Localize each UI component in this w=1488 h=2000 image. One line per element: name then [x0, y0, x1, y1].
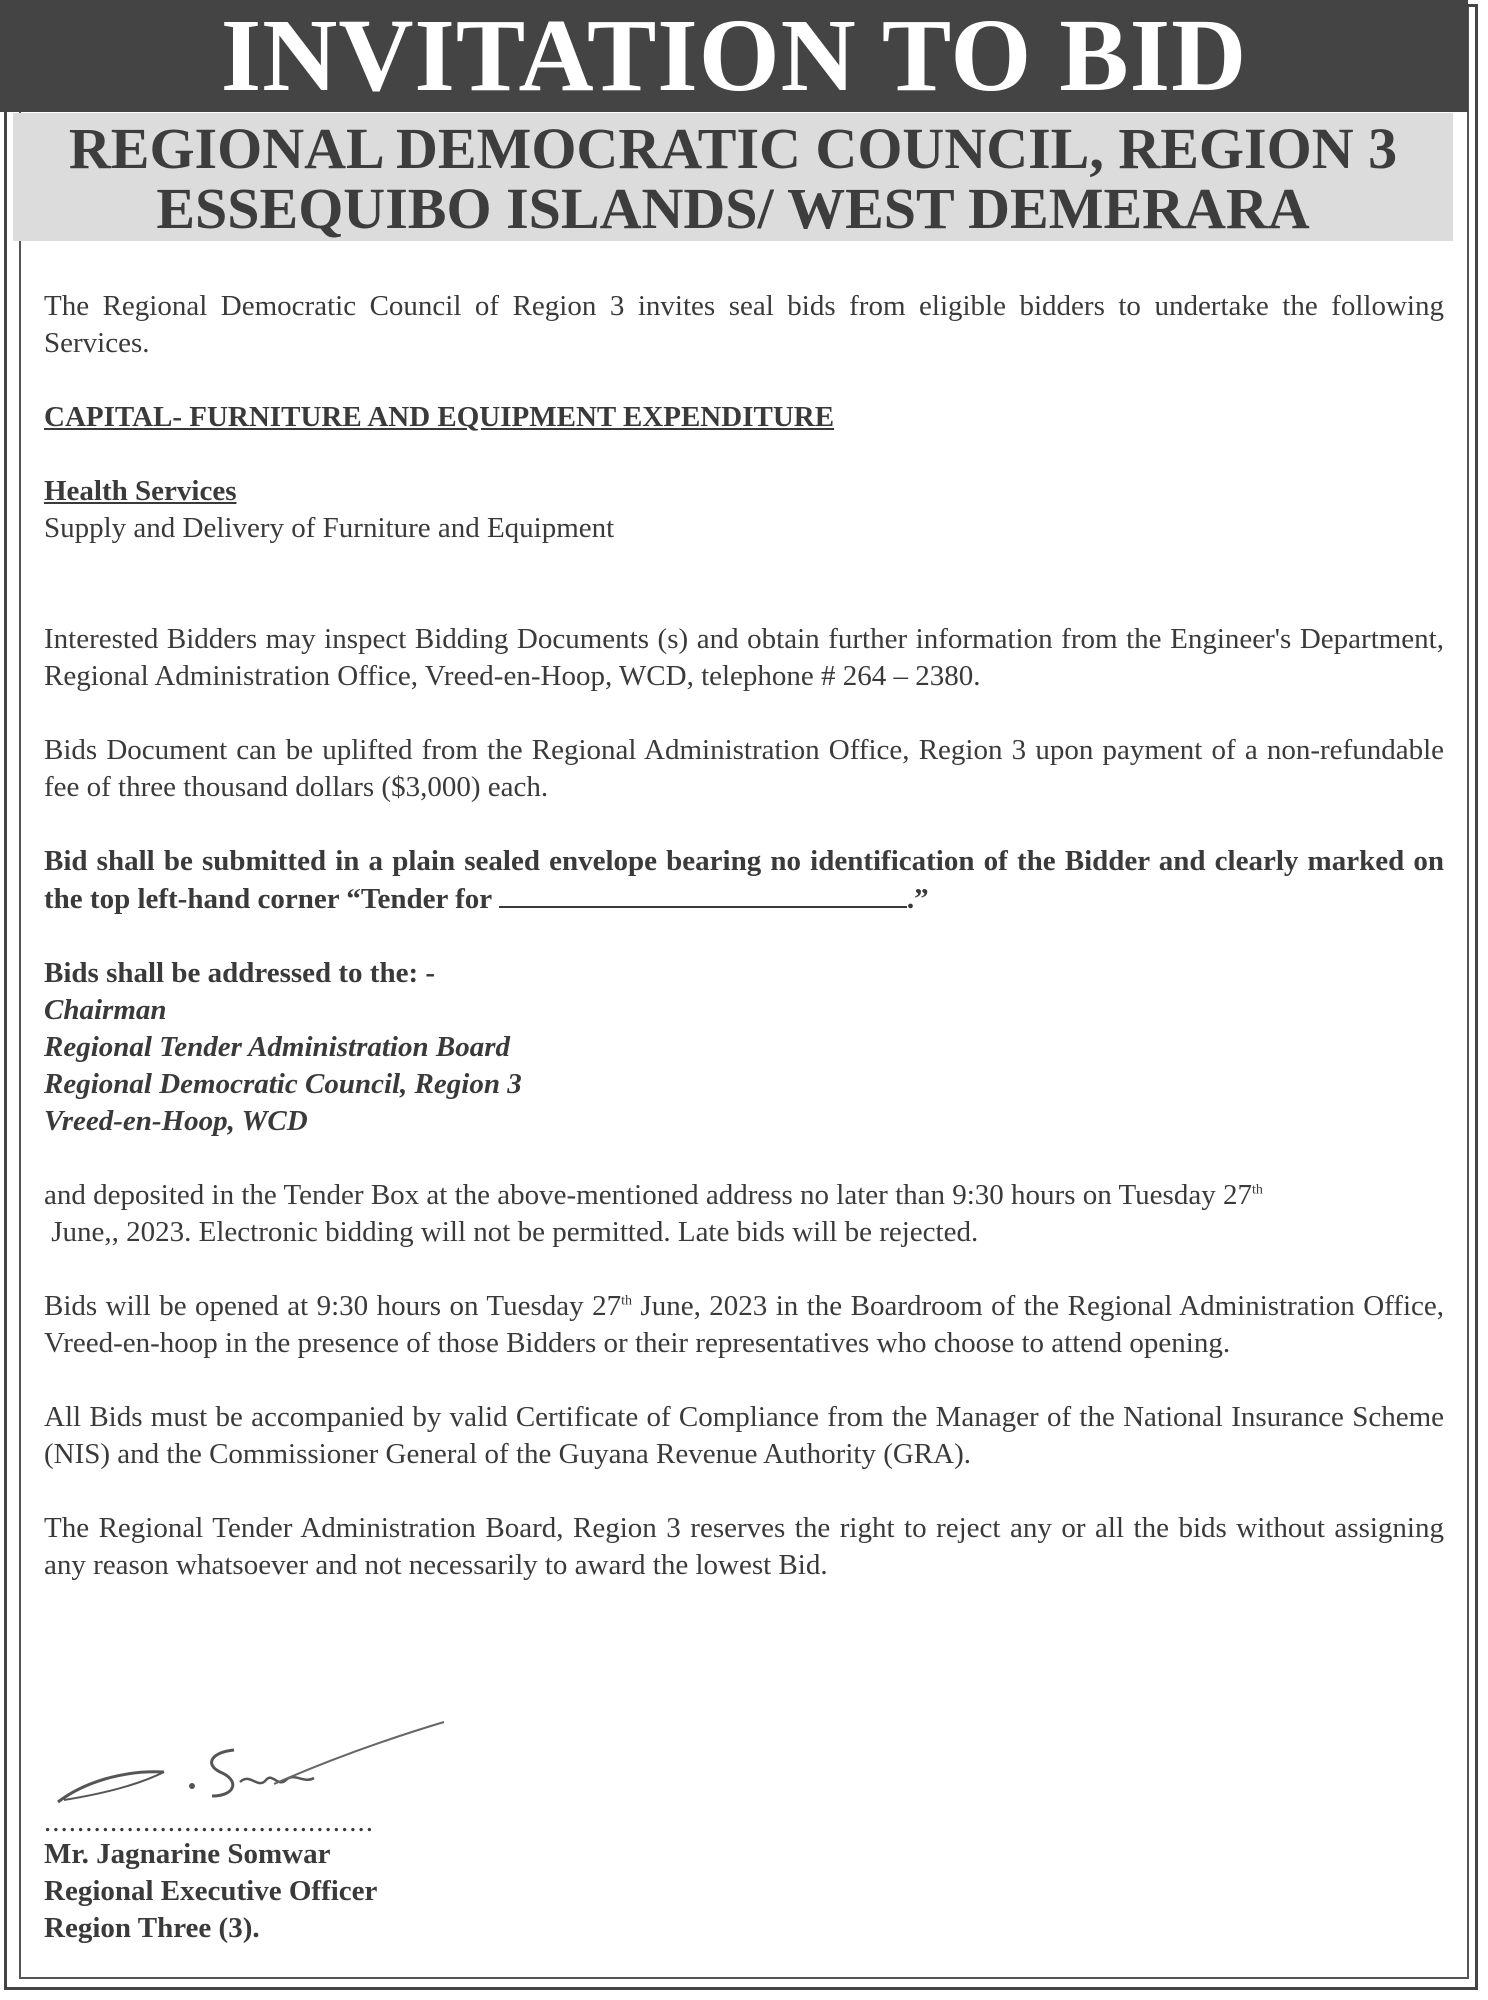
- compliance-paragraph: All Bids must be accompanied by valid Certificate of Compliance from the Manager of the National Insurance Scheme (NIS) and the Commissioner General of the Guyana Revenue Authority (GRA).: [44, 1401, 1444, 1470]
- submission-end: .”: [906, 883, 929, 915]
- opening-sup: th: [621, 1293, 632, 1309]
- page-title: INVITATION TO BID: [220, 0, 1248, 113]
- signer-region: Region Three (3).: [44, 1912, 260, 1944]
- deposit-text-1: and deposited in the Tender Box at the above-mentioned address no later than 9:30 hours on Tuesday 27: [44, 1179, 1252, 1211]
- section-heading: CAPITAL- FURNITURE AND EQUIPMENT EXPENDITURE: [44, 401, 835, 433]
- subtitle-banner: [13, 113, 1453, 241]
- address-line-1: Chairman: [44, 994, 167, 1026]
- reserve-paragraph: The Regional Tender Administration Board, Region 3 reserves the right to reject any or all the bids without assigning any reason whatsoever and not necessarily to award the lowest Bid.: [44, 1512, 1444, 1581]
- opening-paragraph: [44, 1288, 1444, 1362]
- opening-text-2: June, 2023 in the Boardroom of the Regional Administration Office, Vreed-en-hoop in the presence of those Bidders or their representatives who choose to attend opening.: [44, 1290, 1444, 1359]
- signer-name: Mr. Jagnarine Somwar: [44, 1838, 331, 1870]
- address-line-2: Regional Tender Administration Board: [44, 1031, 510, 1063]
- address-line-3: Regional Democratic Council, Region 3: [44, 1068, 522, 1100]
- address-intro: Bids shall be addressed to the: -: [44, 957, 436, 989]
- deposit-sup: th: [1251, 1182, 1263, 1198]
- title-banner: [0, 0, 1468, 112]
- signature-dots: ........................................: [44, 1806, 374, 1838]
- uplift-paragraph: Bids Document can be uplifted from the Regional Administration Office, Region 3 upon payment of a non-refundable fee of three thousand dollars ($3,000) each.: [44, 734, 1444, 803]
- address-line-4: Vreed-en-Hoop, WCD: [44, 1105, 308, 1137]
- inspect-paragraph: Interested Bidders may inspect Bidding Documents (s) and obtain further information from the Engineer's Department, Regional Administration Office, Vreed-en-Hoop, WCD, telephone # 264 – 2380.: [44, 623, 1444, 692]
- deposit-paragraph: [44, 1177, 1444, 1251]
- opening-text-1: Bids will be opened at 9:30 hours on Tuesday 27: [44, 1290, 622, 1322]
- document-body: [44, 288, 1444, 1584]
- subtitle-line-2: ESSEQUIBO ISLANDS/ WEST DEMERARA: [156, 176, 1310, 241]
- tender-blank-line: [499, 880, 907, 908]
- subsection-text: Supply and Delivery of Furniture and Equipment: [44, 512, 615, 544]
- submission-text: Bid shall be submitted in a plain sealed envelope bearing no identification of the Bidder and clearly marked on the top left-hand corner “Tender for: [44, 845, 1444, 915]
- signer-title: Regional Executive Officer: [44, 1875, 378, 1907]
- submission-paragraph: [44, 843, 1444, 918]
- deposit-text-2: June,, 2023. Electronic bidding will not be permitted. Late bids will be rejected.: [51, 1216, 979, 1248]
- signer-block: [44, 1836, 377, 1947]
- subtitle-line-1: REGIONAL DEMOCRATIC COUNCIL, REGION 3: [68, 116, 1398, 181]
- subsection-heading: Health Services: [44, 475, 237, 507]
- intro-paragraph: The Regional Democratic Council of Region 3 invites seal bids from eligible bidders to undertake the following Services.: [44, 290, 1444, 359]
